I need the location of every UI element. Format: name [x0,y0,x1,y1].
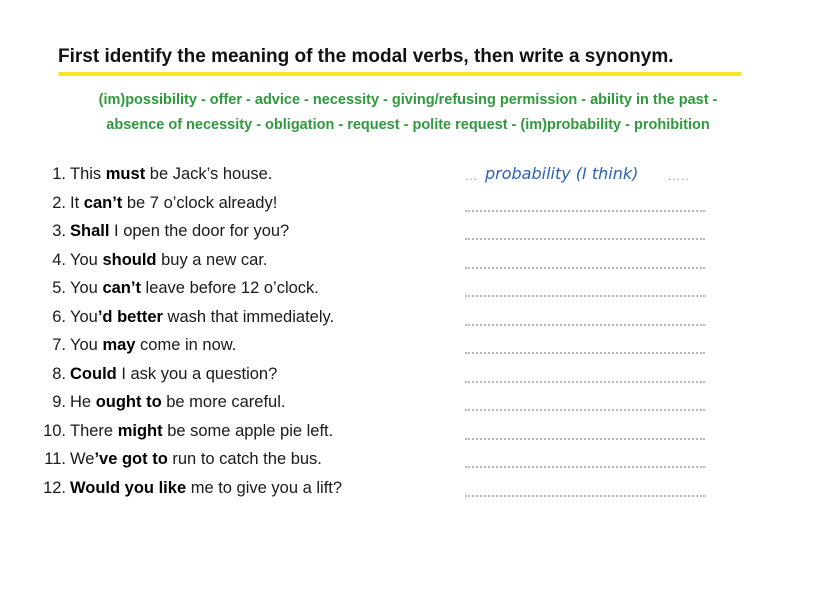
sentence-text: be Jack’s house. [145,165,273,183]
item-sentence [70,222,289,241]
sentence-text: I ask you a question? [116,365,278,383]
exercise-item [0,450,816,478]
modal-verb: Shall [70,222,110,240]
sentence-text: be more careful. [161,393,286,411]
sentence-text: run to catch the bus. [167,450,322,468]
answer-field[interactable] [465,279,705,297]
sentence-text: me to give you a lift? [186,479,343,497]
modal-verb: can’t [102,279,141,297]
modal-verb: ’ve got to [94,450,168,468]
item-number: 3. [52,222,66,240]
exercise-item [0,479,816,507]
modal-verb: might [117,422,163,440]
item-sentence [70,279,319,298]
exercise-item [0,422,816,450]
exercise-item [0,222,816,250]
item-sentence [70,165,272,184]
item-sentence [70,422,333,441]
item-number: 5. [52,279,66,297]
answer-field[interactable] [465,222,705,240]
sentence-text: There [70,422,118,440]
exercise-item [0,308,816,336]
modal-verb: may [102,336,136,354]
sentence-text: be 7 o’clock already! [122,194,278,212]
item-number: 2. [52,194,66,212]
answer-field[interactable] [465,365,705,383]
answer-field[interactable] [465,336,705,354]
sentence-text: He [70,393,96,411]
answer-field[interactable] [465,422,705,440]
sentence-text: This [70,165,106,183]
sentence-text: You [70,251,103,269]
sentence-text: You [70,308,98,326]
highlight-underline [58,72,742,76]
sentence-text: come in now. [135,336,237,354]
exercise-item [0,165,816,193]
answer-field[interactable] [465,450,705,468]
sentence-text: buy a new car. [156,251,268,269]
exercise-item [0,251,816,279]
item-number: 8. [52,365,66,383]
item-number: 7. [52,336,66,354]
item-sentence [70,450,322,469]
sentence-text: I open the door for you? [109,222,290,240]
modal-verb: can’t [83,194,123,212]
exercise-item [0,365,816,393]
modal-verb: ought to [95,393,162,411]
item-number: 11. [44,450,66,468]
item-number: 10. [43,422,66,440]
modal-verb: Could [70,365,117,383]
sentence-text: leave before 12 o’clock. [140,279,319,297]
item-number: 9. [52,393,66,411]
item-sentence [70,308,334,327]
item-sentence [70,251,268,270]
sentence-text: It [70,194,84,212]
answer-field[interactable] [465,308,705,326]
modal-verb: should [102,251,157,269]
answer-field[interactable] [465,393,705,411]
answer-field[interactable] [465,194,705,212]
modal-verb: must [105,165,146,183]
exercise-item [0,279,816,307]
answer-trail-dots: ..... [668,169,690,183]
item-number: 6. [52,308,66,326]
item-sentence [70,393,285,412]
exercise-instruction: First identify the meaning of the modal verbs, then write a synonym. [58,46,674,67]
answer-field[interactable] [465,251,705,269]
sentence-text: You [70,336,103,354]
item-sentence [70,365,277,384]
exercise-item [0,194,816,222]
exercise-item [0,336,816,364]
sentence-text: We [70,450,95,468]
sentence-text: You [70,279,103,297]
item-sentence [70,479,342,498]
sentence-text: be some apple pie left. [162,422,334,440]
item-sentence [70,336,236,355]
sentence-text: wash that immediately. [162,308,335,326]
item-sentence [70,194,277,213]
answer-lead-dots: ... [465,169,479,183]
answer-field[interactable]: probability (I think) [485,164,639,183]
item-number: 4. [52,251,66,269]
exercise-item [0,393,816,421]
answer-field[interactable] [465,479,705,497]
word-bank-line-2: absence of necessity - obligation - request - polite request - (im)probability - prohibition [106,117,710,133]
modal-verb: Would you like [70,479,187,497]
word-bank-line-1: (im)possibility - offer - advice - necessity - giving/refusing permission - ability in the past - [98,92,718,108]
modal-verb: ’d better [97,308,163,326]
item-number: 1. [52,165,66,183]
item-number: 12. [43,479,66,497]
